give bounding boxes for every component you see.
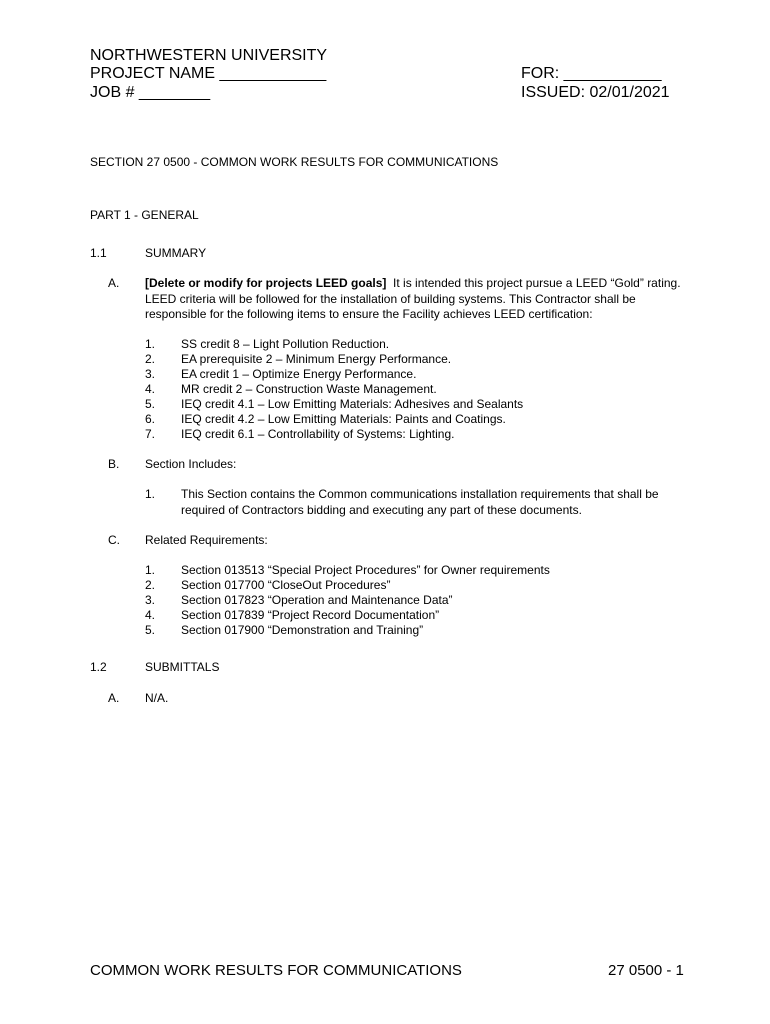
list-item: IEQ credit 4.1 – Low Emitting Materials: Adhesives and Sealants	[181, 397, 524, 411]
list-num: 1.	[145, 337, 156, 351]
list-item: SS credit 8 – Light Pollution Reduction.	[181, 337, 390, 351]
article-title: SUMMARY	[145, 246, 207, 260]
university-name: NORTHWESTERN UNIVERSITY	[90, 47, 328, 64]
paragraph-letter: C.	[108, 533, 120, 547]
list-item: Section 017823 “Operation and Maintenance Data”	[181, 593, 453, 607]
article-number: 1.1	[90, 246, 107, 260]
list-item: IEQ credit 6.1 – Controllability of Systems: Lighting.	[181, 427, 455, 441]
list-item: EA credit 1 – Optimize Energy Performance.	[181, 367, 417, 381]
list-num: 6.	[145, 412, 156, 426]
bold-lead: [Delete or modify for projects LEED goals]	[145, 276, 387, 290]
list-item: IEQ credit 4.2 – Low Emitting Materials: Paints and Coatings.	[181, 412, 506, 426]
project-name-field: PROJECT NAME ____________	[90, 65, 327, 82]
paragraph-title: Section Includes:	[145, 457, 237, 471]
list-num: 4.	[145, 608, 156, 622]
list-item: Section 017700 “CloseOut Procedures”	[181, 578, 391, 592]
job-number-field: JOB # ________	[90, 84, 211, 101]
for-field: FOR: ___________	[521, 65, 662, 82]
list-item: EA prerequisite 2 – Minimum Energy Performance.	[181, 352, 452, 366]
paragraph-letter: B.	[108, 457, 120, 471]
list-num: 4.	[145, 382, 156, 396]
paragraph-title: Related Requirements:	[145, 533, 268, 547]
list-item: MR credit 2 – Construction Waste Management.	[181, 382, 437, 396]
paragraph-letter: A.	[108, 276, 120, 290]
list-num: 3.	[145, 367, 156, 381]
list-num: 2.	[145, 352, 156, 366]
part-heading: PART 1 - GENERAL	[90, 208, 199, 222]
paragraph-text	[145, 276, 685, 323]
list-item: Section 013513 “Special Project Procedures” for Owner requirements	[181, 563, 550, 577]
list-item: This Section contains the Common communications installation requirements that shall be required of Contractors bidding and executing any part of these documents.	[181, 487, 659, 517]
article-number: 1.2	[90, 660, 107, 674]
issued-date: ISSUED: 02/01/2021	[521, 84, 670, 101]
list-num: 5.	[145, 397, 156, 411]
list-num: 7.	[145, 427, 156, 441]
list-num: 1.	[145, 563, 156, 577]
list-num: 5.	[145, 623, 156, 637]
list-item: Section 017839 “Project Record Documentation”	[181, 608, 440, 622]
paragraph-rest: rating. LEED criteria will be followed for the installation of building systems. This Contractor shall be responsible for the following items to ensure the Facility achieves LEED certification:	[145, 276, 681, 321]
list-num: 3.	[145, 593, 156, 607]
article-title: SUBMITTALS	[145, 660, 220, 674]
section-title: SECTION 27 0500 - COMMON WORK RESULTS FOR COMMUNICATIONS	[90, 155, 499, 169]
paragraph-letter: A.	[108, 691, 120, 705]
list-num: 1.	[145, 487, 156, 501]
page-number: 27 0500 - 1	[608, 962, 684, 979]
list-num: 2.	[145, 578, 156, 592]
paragraph-line1: It is intended this project pursue a LEED “Gold”	[393, 276, 644, 290]
list-item: Section 017900 “Demonstration and Training”	[181, 623, 424, 637]
footer-title: COMMON WORK RESULTS FOR COMMUNICATIONS	[90, 962, 462, 979]
paragraph-text: N/A.	[145, 691, 169, 705]
